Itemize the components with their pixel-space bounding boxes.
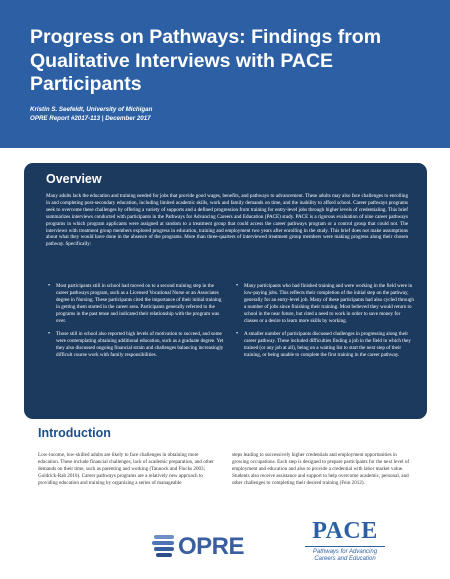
pace-divider: [305, 546, 385, 547]
report-title: Progress on Pathways: Findings from Qualitative Interviews with PACE Participants: [30, 26, 382, 95]
introduction-heading: Introduction: [38, 426, 111, 440]
overview-intro-paragraph: Many adults lack the education and training needed for jobs that provide good wages, benefits, and pathways to advancement. These adults may also face challenges to enrolling in and completing post-secondary education, including limited academic skills, work and family demands on time, and the inability to afford school. Career pathways programs seek to overcome these challenges by offering a variety of supports and a defined progression from training for entry-level jobs through higher levels of credentialing. This brief summarizes interviews conducted with participants in the Pathways for Advancing Careers and Education (PACE) study. PACE is a rigorous evaluation of nine career pathways programs in which program applicants were assigned at random to a treatment group that could access the career pathways program or a control group that could not. The interviews with treatment group members explored progress in education, training and employment two years after enrolling in the study. This brief does not make assumptions about what they would have done in the absence of the programs. More than three-quarters of interviewed treatment group members were making progress along their chosen pathway. Specifically:: [46, 193, 408, 248]
pace-tagline-2: Careers and Education: [314, 556, 376, 562]
bullet-icon: •: [48, 283, 51, 289]
overview-box: [24, 163, 427, 419]
opre-logo: [152, 530, 262, 566]
bullet-icon: •: [236, 331, 239, 337]
overview-heading: Overview: [46, 172, 102, 186]
overview-bullet: [48, 283, 226, 325]
bullet-text: Most participants still in school had moved on to a second training step in the career pathways program, such as a Licensed Vocational Nurse or an Associates degree in Nursing. These participants cited the importance of their initial training in getting them started in the career area. Participants generally referred to the programs in the past tense and indicated their relationship with the program was over.: [56, 283, 222, 324]
introduction-column-right: steps leading to successively higher credentials and employment opportunities in growing occupations. Each step is designed to prepare participants for the next level of employment and education and also to provide a credential with labor market value. Students also receive assistance and support to help overcome academic, personal, and other challenges to completing their desired training (Fein 2012).: [232, 452, 410, 486]
overview-bullets-right: [236, 283, 414, 365]
bullet-icon: •: [236, 283, 239, 289]
overview-bullet: [236, 331, 414, 359]
overview-bullet: [48, 331, 226, 359]
bullet-text: Many participants who had finished training and were working in the field were in low-paying jobs. This reflects their completion of the initial step on the pathway, generally for an entry-level job. Many of these participants had also cycled through a number of jobs since finishing their training. Most believed they would return to school in the near future, but cited a need to work in order to save money for classes or a desire to learn more skills by working.: [244, 283, 414, 324]
overview-bullets-left: [48, 283, 226, 365]
bullet-icon: •: [48, 331, 51, 337]
pace-wordmark: PACE: [312, 518, 378, 544]
opre-stripes-icon: [152, 534, 176, 560]
report-header: [0, 0, 450, 148]
pace-tagline-1: Pathways for Advancing: [312, 549, 378, 555]
opre-wordmark: OPRE: [178, 533, 245, 560]
report-number-line: OPRE Report #2017-113 | December 2017: [30, 115, 151, 122]
bullet-text: Those still in school also reported high levels of motivation to succeed, and some were contemplating obtaining additional education, such as a graduate degree. Yet they also discussed ongoing financial strain and challenges balancing increasingly difficult course work with family responsibilities.: [56, 331, 224, 358]
overview-bullet: [236, 283, 414, 325]
pace-logo: [290, 518, 400, 574]
bullet-text: A smaller number of participants discussed challenges in progressing along their career pathway. These included difficulties finding a job in the field in which they trained (or any job at all), being on a waiting list to start the next step of their training, or being unable to complete the first training in the career pathway.: [244, 331, 411, 358]
author-line: Kristin S. Seefeldt, University of Michigan: [30, 106, 153, 113]
report-byline: [30, 105, 430, 123]
introduction-column-left: Low-income, low-skilled adults are likely to face challenges in obtaining more education. These include financial challenges, lack of academic preparation, and other demands on their time, such as parenting and working (Tannock and Flocks 2003; Goldrick-Rab 2010). Career pathways programs are a relatively new approach to providing education and training by organizing a series of manageable: [38, 452, 214, 486]
